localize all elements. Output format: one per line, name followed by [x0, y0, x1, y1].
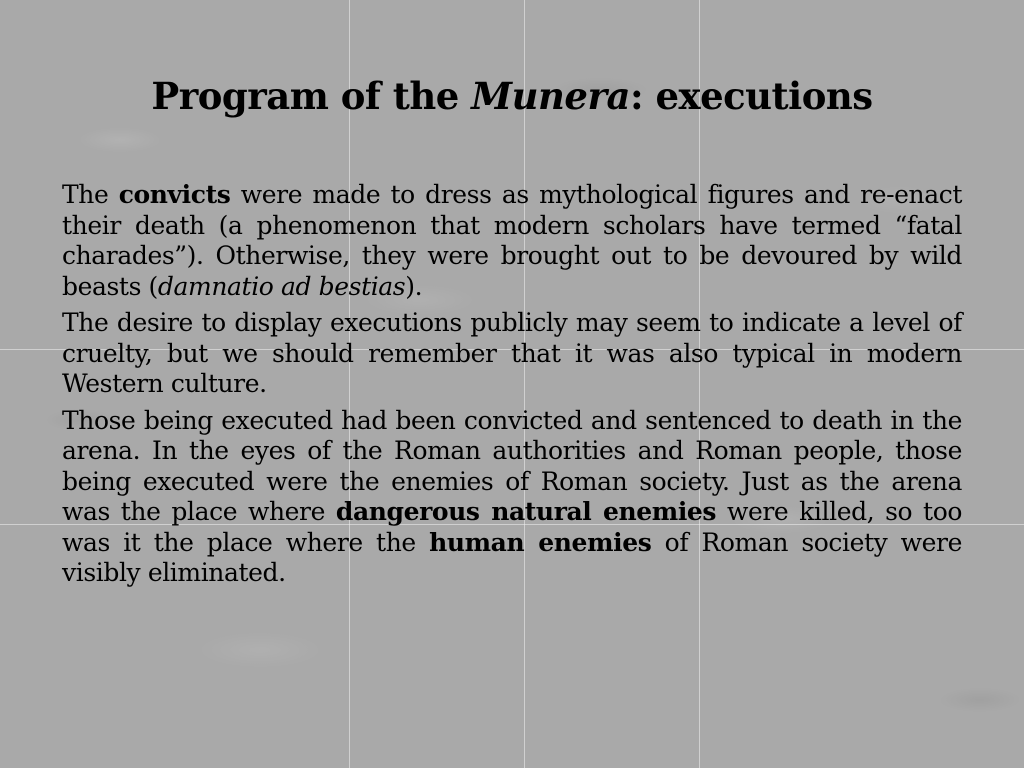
- slide-body: [62, 180, 962, 595]
- title-text-end: : executions: [629, 74, 873, 118]
- text-run: ).: [405, 271, 423, 301]
- bold-term: convicts: [118, 180, 231, 209]
- bold-term: dangerous natural enemies: [335, 497, 717, 526]
- text-run: Those being executed had been convicted and sentenced to death in the arena. In the eyes of the Roman authorities and Roman people, those being executed were the enemies of Roman society. Just as the arena was the place where: [62, 405, 962, 526]
- bold-term: human enemies: [429, 527, 652, 557]
- paragraph-public-display: The desire to display executions publicly may seem to indicate a level of cruelty, but we should remember that it was also typical in modern Western culture.: [62, 308, 962, 398]
- text-run: were made to dress as mythological figures and re-enact their death (a phenomenon that modern scholars have termed “fatal charades”). Otherwise, they were brought out to be devoured by wild beasts (: [62, 180, 962, 301]
- text-run: of Roman society were visibly eliminated.: [62, 527, 962, 587]
- paragraph-convicts: [62, 180, 962, 302]
- title-text: Program of the: [151, 74, 472, 118]
- paragraph-enemies: [62, 406, 962, 589]
- text-run: were killed, so too was it the place where the: [62, 497, 963, 557]
- italic-term: damnatio ad bestias: [157, 271, 406, 301]
- slide-title: [0, 70, 1024, 122]
- title-italic-term: Munera: [471, 74, 630, 118]
- text-run: The: [62, 180, 119, 209]
